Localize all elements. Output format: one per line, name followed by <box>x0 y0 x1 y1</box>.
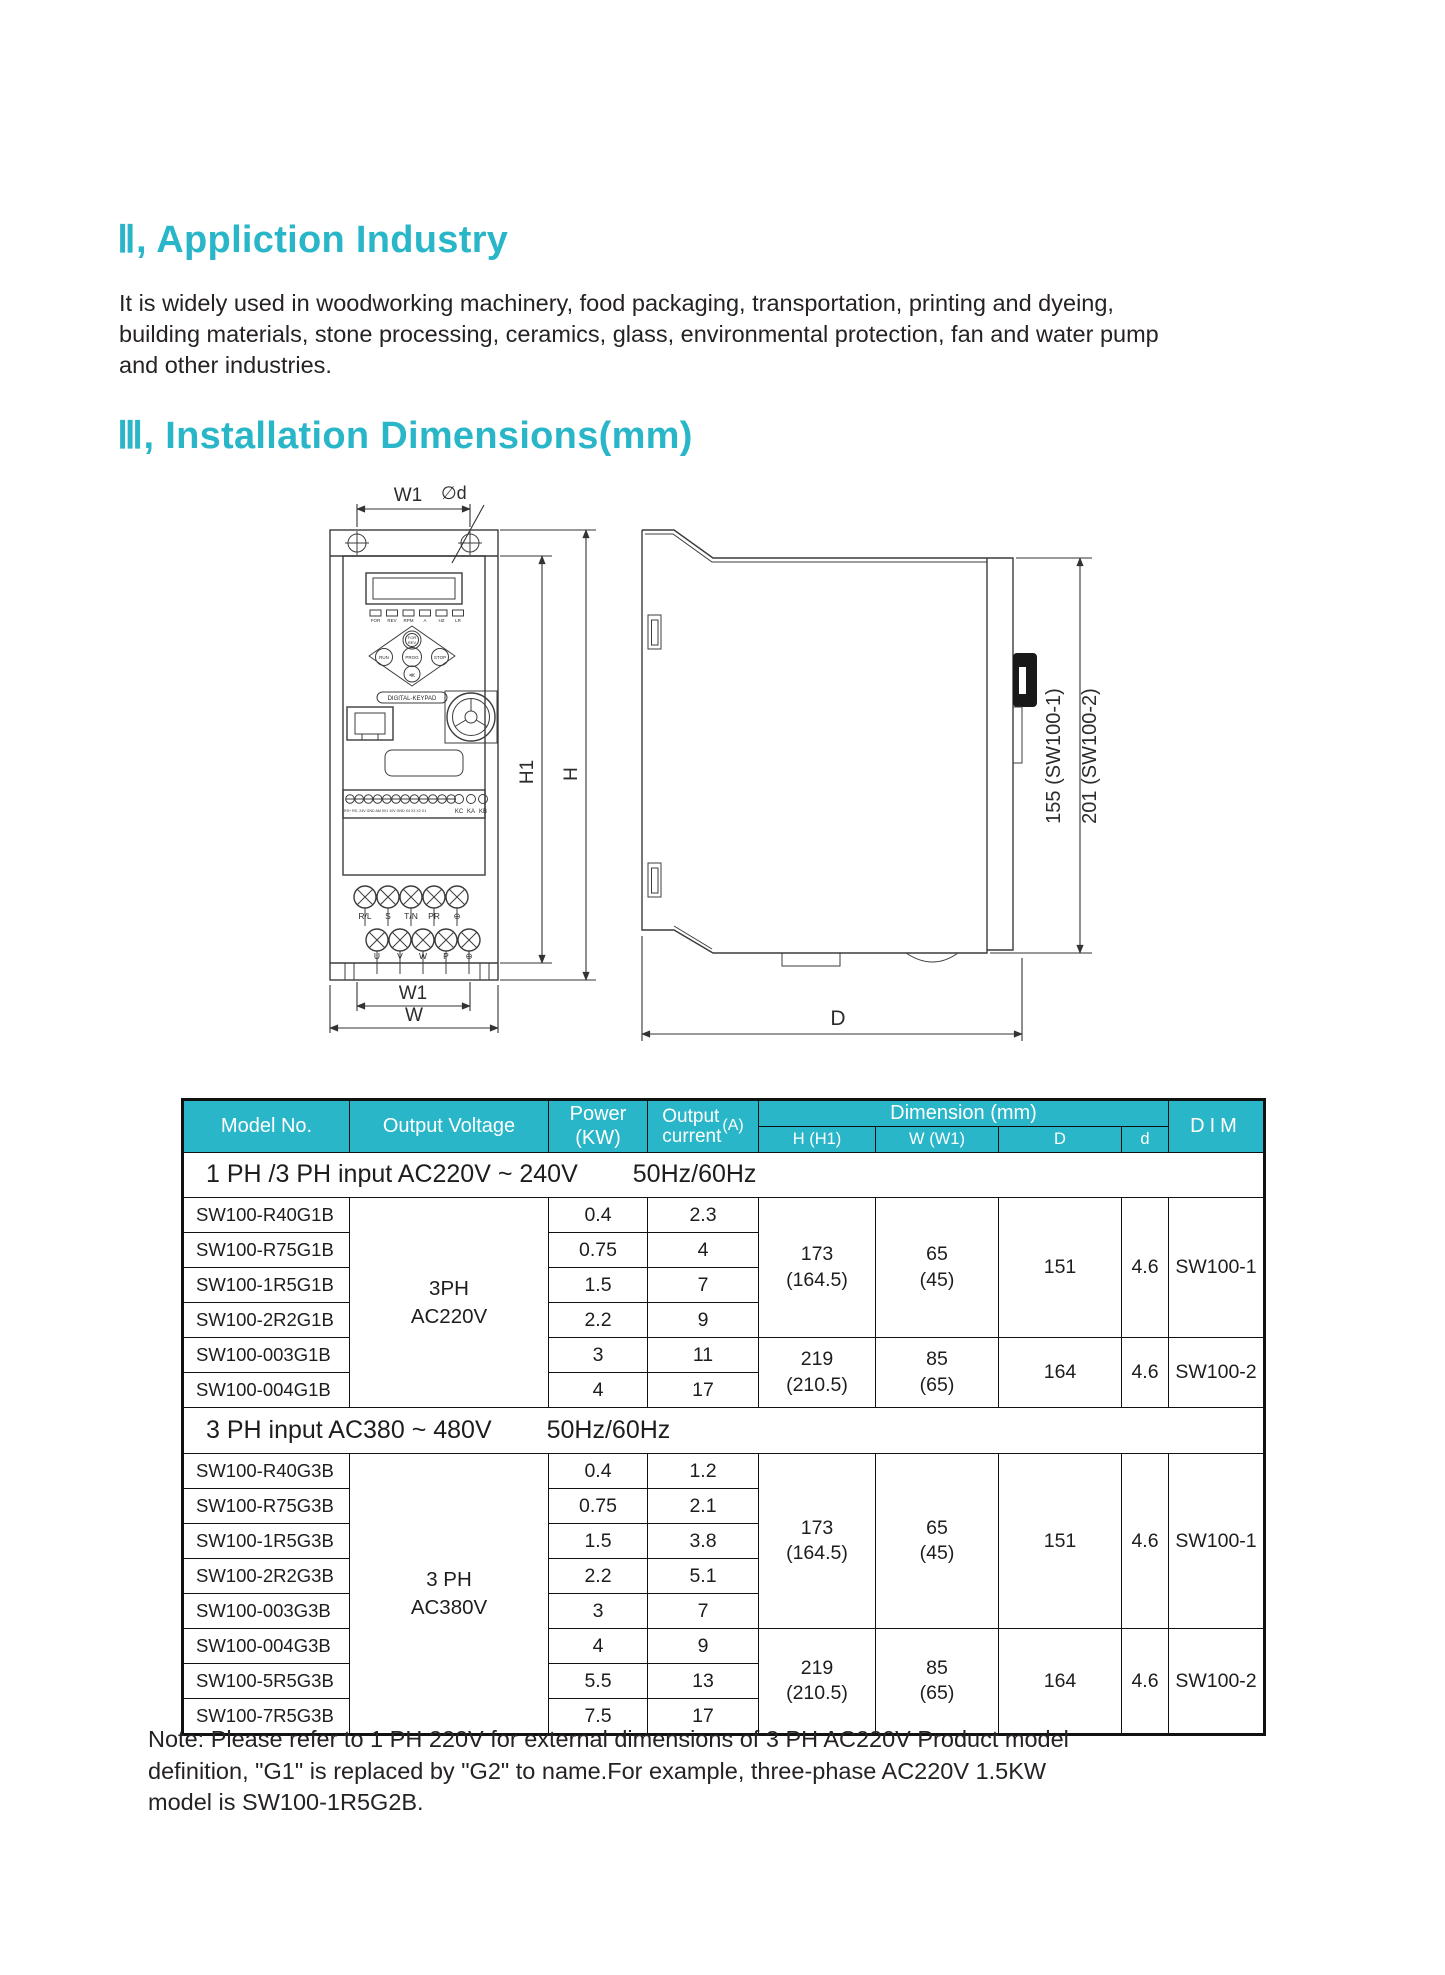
control-terminal-strip <box>343 790 488 818</box>
h-value: 173 <box>800 1516 834 1539</box>
note-line: Note: Please refer to 1 PH 220V for external dimensions of 3 PH AC220V Product model <box>148 1726 1069 1752</box>
cell-model: SW100-R40G3B <box>183 1454 350 1489</box>
cell-current: 5.1 <box>648 1559 759 1594</box>
h1-value: (164.5) <box>786 1268 848 1291</box>
h-value: 173 <box>800 1243 834 1266</box>
din-rail-clip <box>1013 653 1037 763</box>
cell-model: SW100-003G3B <box>183 1594 350 1629</box>
cell-power: 4 <box>549 1629 648 1664</box>
paragraph-line: It is widely used in woodworking machinery, food packaging, transportation, printing and dyeing, <box>119 290 1114 316</box>
indicator-leds <box>370 610 464 623</box>
section-2-paragraph <box>119 288 1159 381</box>
cell-current: 7 <box>648 1268 759 1303</box>
w-value: 65 <box>926 1243 948 1266</box>
run-button: RUN <box>379 655 389 660</box>
terminal-label: R/L <box>358 911 372 921</box>
current-header-line: Output <box>662 1105 720 1127</box>
voltage-line: AC220V <box>410 1304 488 1328</box>
indicator-label: LR <box>455 618 461 623</box>
table-note <box>148 1724 1069 1819</box>
col-header-dimension-group: Dimension (mm) <box>759 1100 1169 1127</box>
io-terminal-labels: RS+ RS- 24V GND AM 0V1 10V GND X4 X3 X2 X1 <box>344 809 427 813</box>
terminal-label: U <box>373 951 381 961</box>
side-view-drawing <box>642 530 1101 1041</box>
forrev-button: REV <box>407 640 417 645</box>
cell-current: 13 <box>648 1664 759 1699</box>
cell-power: 0.75 <box>549 1233 648 1268</box>
w1-value: (45) <box>919 1542 955 1564</box>
cell-model: SW100-003G1B <box>183 1338 350 1373</box>
cell-power: 0.75 <box>549 1489 648 1524</box>
cell-current: 17 <box>648 1699 759 1735</box>
section-2-heading: Ⅱ, Appliction Industry <box>117 219 509 261</box>
indicator-label: FOR <box>370 618 381 623</box>
h-value: 219 <box>800 1656 834 1679</box>
w-value: 65 <box>926 1516 948 1539</box>
keypad-label: DIGITAL-KEYPAD <box>387 696 437 702</box>
cell-model: SW100-5R5G3B <box>183 1664 350 1699</box>
terminal-label: W <box>418 951 428 961</box>
rj45-port <box>347 707 393 740</box>
current-unit: (A) <box>722 1117 744 1135</box>
cell-model: SW100-7R5G3B <box>183 1699 350 1735</box>
cell-power: 0.4 <box>549 1454 648 1489</box>
cell-current: 11 <box>648 1338 759 1373</box>
relay-terminal-label: KA <box>466 809 476 815</box>
mounting-slot <box>648 863 661 897</box>
cell-current: 1.2 <box>648 1454 759 1489</box>
cell-model: SW100-1R5G3B <box>183 1524 350 1559</box>
h1-value: (164.5) <box>786 1542 848 1564</box>
display-screen <box>373 578 455 599</box>
col-header-d-small: d <box>1122 1127 1169 1153</box>
mounting-hole-icon <box>458 531 482 555</box>
col-header-h: H (H1) <box>759 1127 876 1153</box>
cell-power: 2.2 <box>549 1303 648 1338</box>
note-line: model is SW100-1R5G2B. <box>148 1789 424 1815</box>
hole-diameter-label: ∅d <box>441 483 467 503</box>
bottom-clip-detail <box>782 953 840 966</box>
section-title: 3 PH input AC380 ~ 480V <box>206 1415 492 1444</box>
paragraph-line: and other industries. <box>119 352 332 378</box>
forrev-button: FOR <box>407 635 417 640</box>
h-dimension-label: H <box>561 767 582 781</box>
ground-terminal-icon: ⊕ <box>453 911 461 921</box>
paragraph-line: building materials, stone processing, ceramics, glass, environmental protection, fan and water pump <box>119 321 1159 347</box>
cell-d-small: 4.6 <box>1122 1198 1169 1338</box>
keypad <box>369 626 455 703</box>
w1-value: (45) <box>919 1268 955 1291</box>
prog-button: PROG <box>405 655 419 660</box>
voltage-line: AC380V <box>410 1595 488 1619</box>
cell-model: SW100-R75G3B <box>183 1489 350 1524</box>
cell-current: 2.1 <box>648 1489 759 1524</box>
h1-value: (210.5) <box>786 1373 848 1396</box>
note-line: definition, "G1" is replaced by "G2" to name.For example, three-phase AC220V 1.5KW <box>148 1757 1047 1784</box>
cell-power: 7.5 <box>549 1699 648 1735</box>
cell-w <box>876 1198 999 1338</box>
depth-201-label: 201 (SW100-2) <box>1079 688 1101 824</box>
cell-d: 164 <box>999 1629 1122 1735</box>
cell-current: 2.3 <box>648 1198 759 1233</box>
section-3-heading: Ⅲ, Installation Dimensions(mm) <box>117 415 693 457</box>
w-dimension-label: W <box>405 1005 423 1026</box>
cell-current: 9 <box>648 1629 759 1664</box>
power-header-line: (KW) <box>575 1126 621 1149</box>
cell-power: 4 <box>549 1373 648 1408</box>
col-header-w: W (W1) <box>876 1127 999 1153</box>
indicator-label: A <box>423 618 427 623</box>
cell-dim: SW100-1 <box>1169 1454 1265 1629</box>
depth-155-label: 155 (SW100-1) <box>1043 688 1065 824</box>
power-terminals-input <box>354 886 468 926</box>
col-header-current <box>648 1100 759 1153</box>
indicator-label: RPM <box>403 618 414 623</box>
col-header-d: D <box>999 1127 1122 1153</box>
cell-w <box>876 1338 999 1408</box>
cell-h <box>759 1198 876 1338</box>
col-header-power <box>549 1100 648 1153</box>
stop-button: STOP <box>433 655 447 660</box>
cell-h <box>759 1629 876 1735</box>
h1-dimension-label: H1 <box>517 759 538 785</box>
cell-d: 164 <box>999 1338 1122 1408</box>
cell-current: 7 <box>648 1594 759 1629</box>
voltage-line: 3 PH <box>426 1567 472 1591</box>
section-title: 1 PH /3 PH input AC220V ~ 240V <box>206 1160 578 1189</box>
nameplate <box>385 750 463 776</box>
cell-model: SW100-1R5G1B <box>183 1268 350 1303</box>
relay-terminal-label: KB <box>478 809 488 815</box>
bottom-notch <box>906 953 958 962</box>
cell-power: 5.5 <box>549 1664 648 1699</box>
cell-voltage <box>350 1454 549 1735</box>
w1-value: (65) <box>919 1373 955 1396</box>
col-header-dim: DIM <box>1169 1100 1265 1153</box>
col-header-voltage: Output Voltage <box>350 1100 549 1153</box>
indicator-label: REV <box>387 618 397 623</box>
mounting-slot <box>648 615 661 649</box>
power-terminals-output <box>366 929 480 974</box>
w-value: 85 <box>926 1656 948 1679</box>
section-band-380v <box>183 1408 1265 1454</box>
cell-power: 1.5 <box>549 1524 648 1559</box>
cell-power: 2.2 <box>549 1559 648 1594</box>
w1-top-dimension-label: W1 <box>393 485 423 506</box>
dimension-table <box>181 1098 1266 1736</box>
w-value: 85 <box>926 1348 948 1371</box>
cell-d: 151 <box>999 1198 1122 1338</box>
relay-terminal-label: KC <box>454 809 464 815</box>
cell-w <box>876 1629 999 1735</box>
cell-model: SW100-R40G1B <box>183 1198 350 1233</box>
cell-w <box>876 1454 999 1629</box>
voltage-line: 3PH <box>429 1276 469 1300</box>
cell-power: 1.5 <box>549 1268 648 1303</box>
terminal-label: PR <box>428 911 440 921</box>
cell-model: SW100-2R2G1B <box>183 1303 350 1338</box>
ground-terminal-icon: ⊕ <box>465 951 473 961</box>
w1-bottom-dimension-label: W1 <box>398 983 428 1004</box>
cell-dim: SW100-1 <box>1169 1198 1265 1338</box>
side-dimensions <box>642 558 1101 1041</box>
cell-power: 3 <box>549 1338 648 1373</box>
cell-d-small: 4.6 <box>1122 1629 1169 1735</box>
power-header-line: Power <box>569 1102 627 1125</box>
front-view-drawing <box>330 483 596 1033</box>
h1-value: (210.5) <box>786 1682 848 1704</box>
mounting-hole-icon <box>345 531 369 555</box>
cell-current: 17 <box>648 1373 759 1408</box>
cell-current: 4 <box>648 1233 759 1268</box>
indicator-label: HZ <box>438 618 445 623</box>
cell-current: 3.8 <box>648 1524 759 1559</box>
cell-model: SW100-R75G1B <box>183 1233 350 1268</box>
cell-model: SW100-004G3B <box>183 1629 350 1664</box>
section-frequency: 50Hz/60Hz <box>546 1415 671 1444</box>
cell-d: 151 <box>999 1454 1122 1629</box>
cell-current: 9 <box>648 1303 759 1338</box>
terminal-label: S <box>385 911 391 921</box>
cell-h <box>759 1454 876 1629</box>
cell-dim: SW100-2 <box>1169 1629 1265 1735</box>
terminal-label: P <box>443 951 449 961</box>
section-frequency: 50Hz/60Hz <box>632 1160 757 1189</box>
potentiometer-knob <box>445 691 497 743</box>
cell-model: SW100-004G1B <box>183 1373 350 1408</box>
h-value: 219 <box>800 1348 834 1371</box>
terminal-label: V <box>397 951 403 961</box>
cell-power: 0.4 <box>549 1198 648 1233</box>
cell-d-small: 4.6 <box>1122 1338 1169 1408</box>
d-dimension-label: D <box>830 1007 846 1030</box>
shift-button: ≪ <box>408 673 416 679</box>
cell-model: SW100-2R2G3B <box>183 1559 350 1594</box>
cell-dim: SW100-2 <box>1169 1338 1265 1408</box>
section-band-220v <box>183 1153 1265 1198</box>
installation-dimensions-drawing <box>150 480 1300 1070</box>
terminal-label: T/N <box>404 911 418 921</box>
current-header-line: current <box>662 1125 722 1147</box>
cell-d-small: 4.6 <box>1122 1454 1169 1629</box>
col-header-model: Model No. <box>183 1100 350 1153</box>
w1-value: (65) <box>919 1682 955 1704</box>
cell-power: 3 <box>549 1594 648 1629</box>
cell-h <box>759 1338 876 1408</box>
cell-voltage <box>350 1198 549 1408</box>
